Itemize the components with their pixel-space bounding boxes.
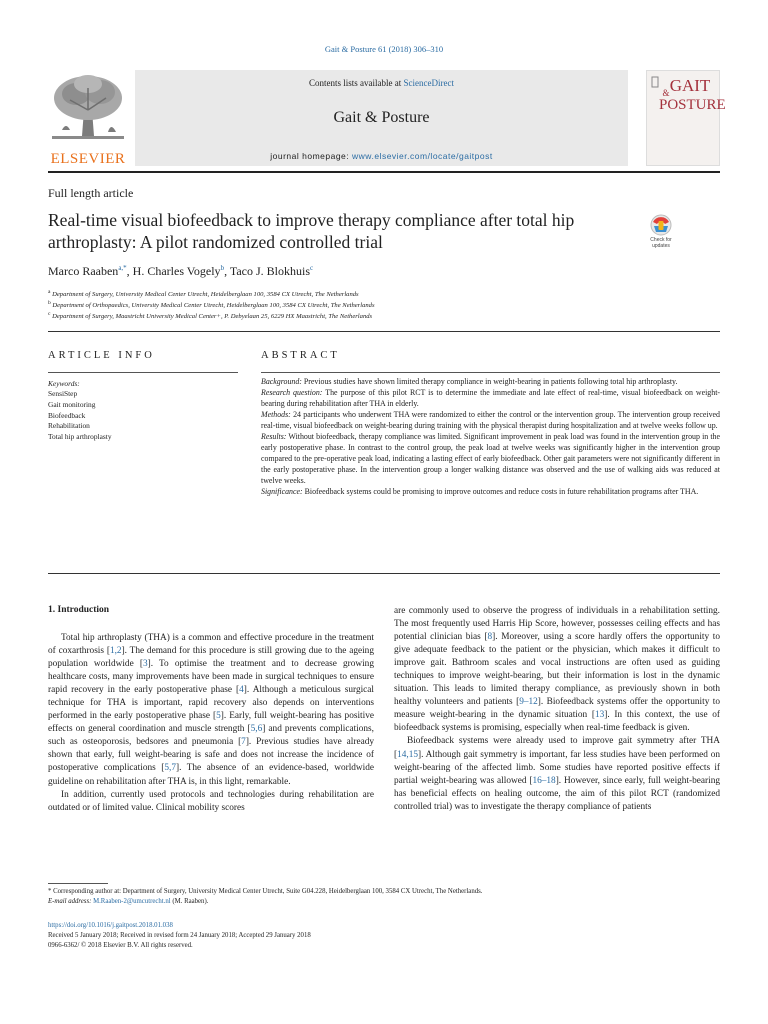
keyword-item: SensiStep [48,389,78,398]
body-paragraph [48,789,374,815]
paragraph-text: ]. Biofeedback systems offer the opportunity to measure weight-bearing in the dynamic situation [ [394,697,721,721]
paragraph-text: ]. Although gait symmetry is important, far less studies have been performed on weight-bearing of the affected limb. Some studies have reported positive effects if partial weight-bearing was allowed [ [394,749,720,786]
citation-ref[interactable]: 5,7 [164,763,176,774]
keyword-item: Biofeedback [48,410,86,420]
citation-ref[interactable]: 5 [216,711,221,722]
paragraph-text: Total hip arthroplasty (THA) is a common and effective procedure in the treatment of coxarthrosis [ [48,633,374,657]
abstract-text: Previous studies have shown limited therapy compliance in weight-bearing in patients following total hip arthroplasty. [301,377,678,386]
author-affiliation-marker[interactable]: a,* [118,264,127,272]
journal-cover[interactable] [646,70,726,166]
paragraph-text: ]. Previous studies have already shown that early, full weight-bearing is safe and does not increase the incidence of postoperative complications [ [48,737,374,774]
affiliation-marker: a [48,289,51,295]
abstract-background [261,377,720,388]
author-name[interactable]: Marco Raaben [48,264,119,278]
abstract-research-question [261,388,720,410]
affiliation-a [48,289,359,298]
abstract-results [261,432,720,487]
paragraph-text: Biofeedback systems were already used to improve gait symmetry after THA [ [394,736,720,760]
paragraph-text: ]. However, since early, full weight-bearing has beneficial effects on healing outcome, the aim of this pilot RCT (randomized controlled trial) was to investigate the therapy compliance of patients [394,775,720,812]
article-info-heading: ARTICLE INFO [48,350,155,361]
abstract-label: Results: [261,431,287,441]
citation-ref[interactable]: 14,15 [397,749,419,760]
cover-title-gait: GAIT [669,76,711,95]
contents-prefix: Contents lists available at [309,78,404,88]
email-note [48,898,208,905]
corresponding-author-note: * Corresponding author at: Department of Surgery, University Medical Center Utrecht, Suite G04.228, Heidelberglaan 100, 3584 CX Utrecht, The Netherlands. [48,888,483,895]
journal-title: Gait & Posture [333,109,430,126]
author-affiliation-marker[interactable]: b [220,264,225,272]
abstract-heading: ABSTRACT [261,350,340,361]
author-affiliation-marker[interactable]: c [310,264,314,272]
abstract-rule [261,372,720,373]
doi-link[interactable]: https://doi.org/10.1016/j.gaitpost.2018.01.038 [48,922,173,929]
paragraph-text: In addition, currently used protocols and technologies during rehabilitation are outdated or of limited value. Clinical mobility scores [48,789,374,813]
body-paragraph [48,632,374,789]
contents-line [135,78,628,88]
abstract-text: 24 participants who underwent THA were randomized to either the control or the intervention group. The intervention group received real-time, visual biofeedback on weight-bearing during training with the physical therapist during hospitalization and at twelve weeks follow up. [261,409,720,430]
journal-citation[interactable]: Gait & Posture 61 (2018) 306–310 [324,44,444,54]
cover-ampersand: & [662,88,670,98]
citation-ref[interactable]: 1,2 [109,646,122,657]
journal-header-box [135,70,628,166]
footnote-rule [48,883,108,884]
citation-ref[interactable]: 9–12 [519,697,538,708]
crossmark-label: Check for updates [650,237,672,249]
email-suffix: (M. Raaben). [170,898,209,905]
keyword-item: Total hip arthroplasty [48,432,112,442]
journal-homepage [135,151,628,161]
abstract-bottom-rule [48,573,720,574]
abstract-methods [261,410,720,432]
crossmark-icon [641,213,681,237]
citation-ref[interactable]: 3 [142,659,148,670]
body-paragraph [394,605,720,735]
author-list [48,264,313,279]
article-title: Real-time visual biofeedback to improve therapy compliance after total hip arthroplasty: A pilot randomized controlled trial [48,210,575,252]
author-separator: , [224,264,230,278]
keywords-list [48,389,112,443]
email-link[interactable]: M.Raaben-2@umcutrecht.nl [93,898,171,905]
paragraph-text: ]. Moreover, using a score hardly offers the opportunity to give adequate feedback to the patient or the physician, which makes it difficult to improve gait. Bathroom scales and vocal instructions are often used as guiding techniques to improve weight-bearing, but their information is lost in the dynamic situation. This leads to limited therapy compliance, as previously shown in both healthy volunteers and patients [ [394,632,720,708]
body-column-right [394,605,720,814]
keyword-item: Rehabilitation [48,421,90,431]
section-heading-introduction: 1. Introduction [48,605,110,615]
keyword-item: Gait monitoring [48,399,96,409]
paragraph-text: ] and prevents complications, such as osteoporosis, bedsores and pneumonia [ [48,724,374,748]
abstract-text: Without biofeedback, therapy compliance was limited. Significant improvement in peak load was found in the intervention group in the early postoperative phase. In contrast to the control group, the peak load at twelve weeks was significantly higher in the intervention group compared to the pre-operative peak load, indicating a lasting effect of early biofeedback. Other gait parameters were not significantly different in the early postoperative phase. In the intervention group a longer walking distance was observed and the use of walking aids was reduced at twelve weeks. [261,431,720,485]
paragraph-text: are commonly used to observe the progress of individuals in a rehabilitation setting. The most frequently used Harris Hip Score, however, possesses ceiling effects and has potential clinician bias [ [394,606,720,643]
masthead [48,70,726,170]
keywords-label: Keywords: [48,379,80,388]
article-info-rule [48,372,238,373]
homepage-prefix: journal homepage: [270,151,353,161]
affiliation-c [48,311,372,320]
abstract-label: Background: [261,377,302,386]
author-separator: , [126,264,133,278]
body-column-left [48,632,374,815]
cover-logo-icon [651,75,659,87]
citation-ref[interactable]: 16–18 [532,775,556,786]
citation-ref[interactable]: 8 [487,632,493,643]
abstract-label: Methods: [261,409,291,419]
issn-copyright: 0966-6362/ © 2018 Elsevier B.V. All rights reserved. [48,942,193,949]
sciencedirect-link[interactable]: ScienceDirect [403,78,454,88]
paragraph-text: ]. In this context, the use of biofeedback systems is promising, especially when real-time feedback is given. [394,710,720,734]
cover-title-posture: POSTURE [659,97,726,113]
paragraph-text: ]. Early, full weight-bearing has positive effects on general coordination and muscle strength [ [48,711,374,735]
elsevier-wordmark[interactable]: ELSEVIER [50,151,126,167]
paragraph-text: ]. Although a meticulous surgical technique for THA is important, rapid recovery also depends on interventions performed in the early postoperative phase [ [48,685,375,722]
header-rule [48,331,720,332]
affiliation-b [48,300,375,309]
paragraph-text: ]. To optimise the treatment and to decrease growing healthcare costs, many improvements have been made in surgical techniques to ensure rapid recovery in the early postoperative phase [ [48,659,374,696]
affiliation-marker: c [48,311,51,317]
abstract-label: Significance: [261,486,303,496]
citation-ref[interactable]: 4 [239,685,244,696]
received-dates: Received 5 January 2018; Received in revised form 24 January 2018; Accepted 29 January 2018 [48,932,311,939]
crossmark-badge[interactable] [641,213,681,249]
affiliation-text: Department of Surgery, Maastricht University Medical Center+, P. Debyelaan 25, 6229 HX Maastricht, The Netherlands [52,313,373,321]
affiliation-text: Department of Orthopaedics, University Medical Center Utrecht, Heidelberglaan 100, 3584 CX Utrecht, The Netherlands [52,302,375,310]
abstract-label: Research question: [261,387,323,397]
abstract-significance [261,487,720,498]
abstract-text: Biofeedback systems could be promising to improve outcomes and reduce costs in future rehabilitation programs after THA. [302,486,699,496]
email-label: E-mail address: [48,898,94,905]
citation-ref[interactable]: 5,6 [250,724,263,735]
citation-ref[interactable]: 7 [241,737,246,748]
body-paragraph [394,735,720,813]
masthead-rule [48,171,720,173]
homepage-link[interactable]: www.elsevier.com/locate/gaitpost [352,151,493,161]
author-name[interactable]: H. Charles Vogely [132,264,221,278]
affiliation-marker: b [48,300,51,306]
abstract-text: The purpose of this pilot RCT is to determine the immediate and late effect of real-time, visual biofeedback on weight-bearing during rehabilitation after THA in elderly. [261,387,721,408]
author-name[interactable]: Taco J. Blokhuis [229,264,311,278]
article-type: Full length article [48,186,134,200]
affiliation-text: Department of Surgery, University Medical Center Utrecht, Heidelberglaan 100, 3584 CX Utrecht, The Netherlands [52,291,359,299]
citation-ref[interactable]: 13 [594,710,605,721]
abstract-body [261,377,720,497]
paragraph-text: ]. The demand for this procedure is still growing due to the ageing population worldwide [ [48,646,374,670]
paragraph-text: ]. The absence of an evidence-based, worldwide guideline on rehabilitation after THA is, in this light, remarkable. [48,763,374,787]
